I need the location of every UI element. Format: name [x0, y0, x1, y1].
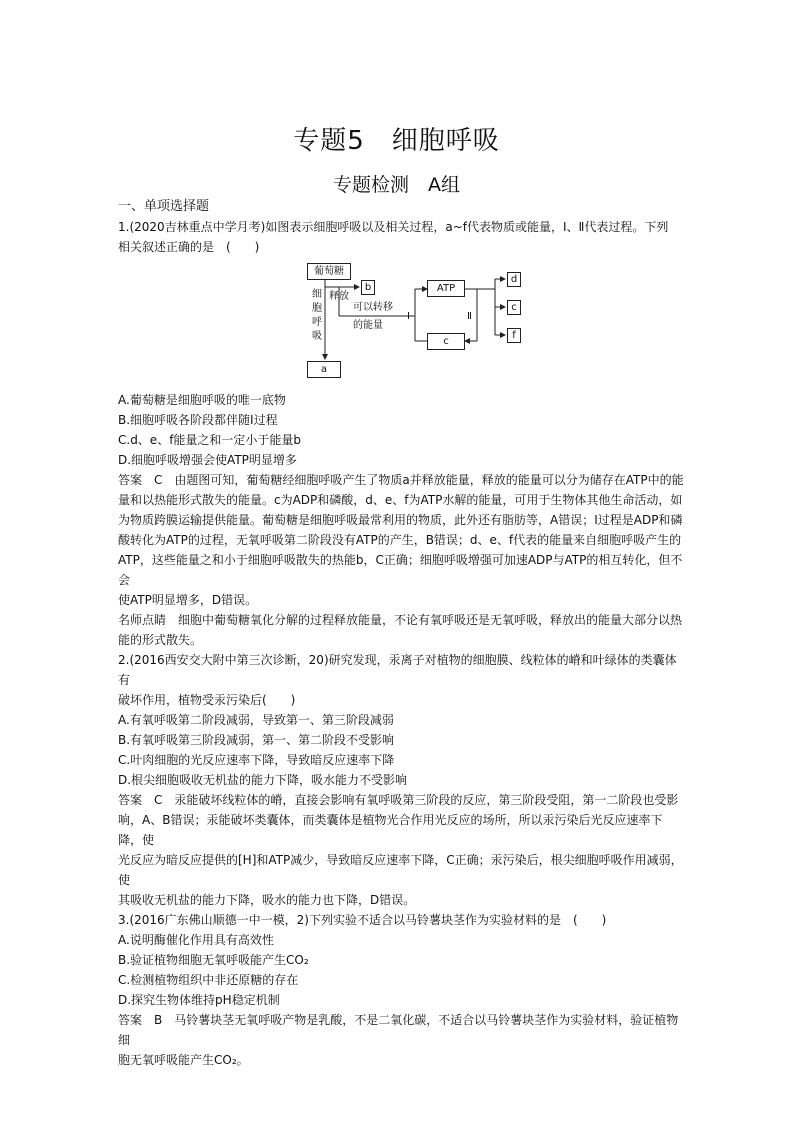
- question-2: [118, 650, 686, 910]
- q2-option-b: B.有氧呼吸第三阶段减弱，第一、第二阶段不受影响: [118, 733, 395, 747]
- q3-option-a: A.说明酶催化作用具有高效性: [118, 933, 274, 947]
- diagram-box-a: a: [307, 361, 341, 378]
- q1-option-b: B.细胞呼吸各阶段都伴随Ⅰ过程: [118, 413, 278, 427]
- page-title: 专题5 细胞呼吸: [293, 126, 500, 156]
- diagram-resp-label-3: 呼: [312, 317, 322, 328]
- q2-option-a: A.有氧呼吸第二阶段减弱，导致第一、第三阶段减弱: [118, 713, 394, 727]
- q1-answer-line: ATP，这些能量之和小于细胞呼吸散失的热能b，C正确；细胞呼吸增强可加速ADP与ATP的相互转化，但不会: [118, 553, 683, 587]
- diagram-box-c: c: [507, 300, 521, 315]
- q1-answer-line: 使ATP明显增多，D错误。: [118, 593, 258, 607]
- q2-option-c: C.叶肉细胞的光反应速率下降，导致暗反应速率下降: [118, 753, 395, 767]
- q3-option-c: C.检测植物组织中非还原糖的存在: [118, 973, 299, 987]
- q1-tip-line: 能的形式散失。: [118, 633, 203, 647]
- q1-option-c: C.d、e、f能量之和一定小于能量b: [118, 433, 302, 447]
- q1-answer-line: 量和以热能形式散失的能量。c为ADP和磷酸，d、e、f为ATP水解的能量，可用于生物体其他生命活动，如: [118, 493, 683, 507]
- diagram-transfer-label-2: 的能量: [353, 320, 383, 331]
- document-body: [118, 197, 686, 1070]
- diagram-resp-label-4: 吸: [312, 331, 322, 342]
- q1-answer-line: 为物质跨膜运输提供能量。葡萄糖是细胞呼吸最常利用的物质，此外还有脂肪等，A错误；Ⅰ过程是ADP和磷: [118, 513, 683, 527]
- q1-answer-line: 答案 C 由题图可知，葡萄糖经细胞呼吸产生了物质a并释放能量，释放的能量可以分为储存在ATP中的能: [118, 473, 684, 487]
- page-subtitle: 专题检测 A组: [333, 174, 460, 196]
- q2-answer-line: 响，A、B错误；汞能破坏类囊体，而类囊体是植物光合作用光反应的场所，所以汞污染后光反应速率下降，使: [118, 813, 663, 847]
- q1-option-a: A.葡萄糖是细胞呼吸的唯一底物: [118, 393, 286, 407]
- question-3: [118, 910, 686, 1070]
- section-heading: 一、单项选择题: [118, 199, 210, 214]
- q2-answer-line: 其吸收无机盐的能力下降，吸水的能力也下降，D错误。: [118, 893, 416, 907]
- q3-option-d: D.探究生物体维持pH稳定机制: [118, 993, 280, 1007]
- q3-answer-line: 答案 B 马铃薯块茎无氧呼吸产物是乳酸，不是二氧化碳，不适合以马铃薯块茎作为实验材料，验证植物细: [118, 1013, 679, 1047]
- diagram-glucose-box: 葡萄糖: [307, 263, 351, 280]
- respiration-diagram: [305, 261, 545, 386]
- diagram-box-f: f: [507, 328, 521, 343]
- diagram-atp-box: ATP: [427, 280, 465, 297]
- q2-answer-line: 光反应为暗反应提供的[H]和ATP减少，导致暗反应速率下降，C正确；汞污染后，根尖细胞呼吸作用减弱，使: [118, 853, 683, 887]
- q3-answer-line: 胞无氧呼吸能产生CO₂。: [118, 1053, 249, 1067]
- q1-stem-line2: 相关叙述正确的是 ( ): [118, 240, 260, 254]
- q2-answer-line: 答案 C 汞能破坏线粒体的嵴，直接会影响有氧呼吸第三阶段的反应，第三阶段受阻，第一二阶段也受影: [118, 793, 679, 807]
- q3-stem-line1: 3.(2016广东佛山顺德一中一模，2)下列实验不适合以马铃薯块茎作为实验材料的是 ( ): [118, 913, 607, 927]
- q1-option-d: D.细胞呼吸增强会使ATP明显增多: [118, 453, 297, 467]
- diagram-c-box: c: [427, 333, 465, 350]
- diagram-transfer-label-1: 可以转移: [353, 302, 393, 313]
- q1-tip-line: 名师点睛 细胞中葡萄糖氧化分解的过程释放能量，不论有氧呼吸还是无氧呼吸，释放出的能量大部分以热: [118, 613, 683, 627]
- diagram-process-2: Ⅱ: [467, 311, 472, 322]
- diagram-release-label: 释放: [329, 291, 349, 302]
- diagram-box-d: d: [507, 272, 521, 287]
- diagram-process-1: Ⅰ: [407, 311, 410, 322]
- q1-answer-line: 酸转化为ATP的过程，无氧呼吸第二阶段没有ATP的产生，B错误；d、e、f代表的能量来自细胞呼吸产生的: [118, 533, 682, 547]
- q1-stem-line1: 1.(2020吉林重点中学月考)如图表示细胞呼吸以及相关过程，a~f代表物质或能量，Ⅰ、Ⅱ代表过程。下列: [118, 220, 669, 234]
- question-1: [118, 217, 686, 650]
- diagram-resp-label-2: 胞: [312, 303, 322, 314]
- q2-stem-line1: 2.(2016西安交大附中第三次诊断，20)研究发现，汞离子对植物的细胞膜、线粒体的嵴和叶绿体的类囊体有: [118, 653, 677, 687]
- q2-stem-line2: 破坏作用，植物受汞污染后( ): [118, 693, 296, 707]
- diagram-resp-label-1: 细: [312, 289, 322, 300]
- diagram-box-b: b: [361, 280, 375, 295]
- q2-option-d: D.根尖细胞吸收无机盐的能力下降，吸水能力不受影响: [118, 773, 408, 787]
- q3-option-b: B.验证植物细胞无氧呼吸能产生CO₂: [118, 953, 309, 967]
